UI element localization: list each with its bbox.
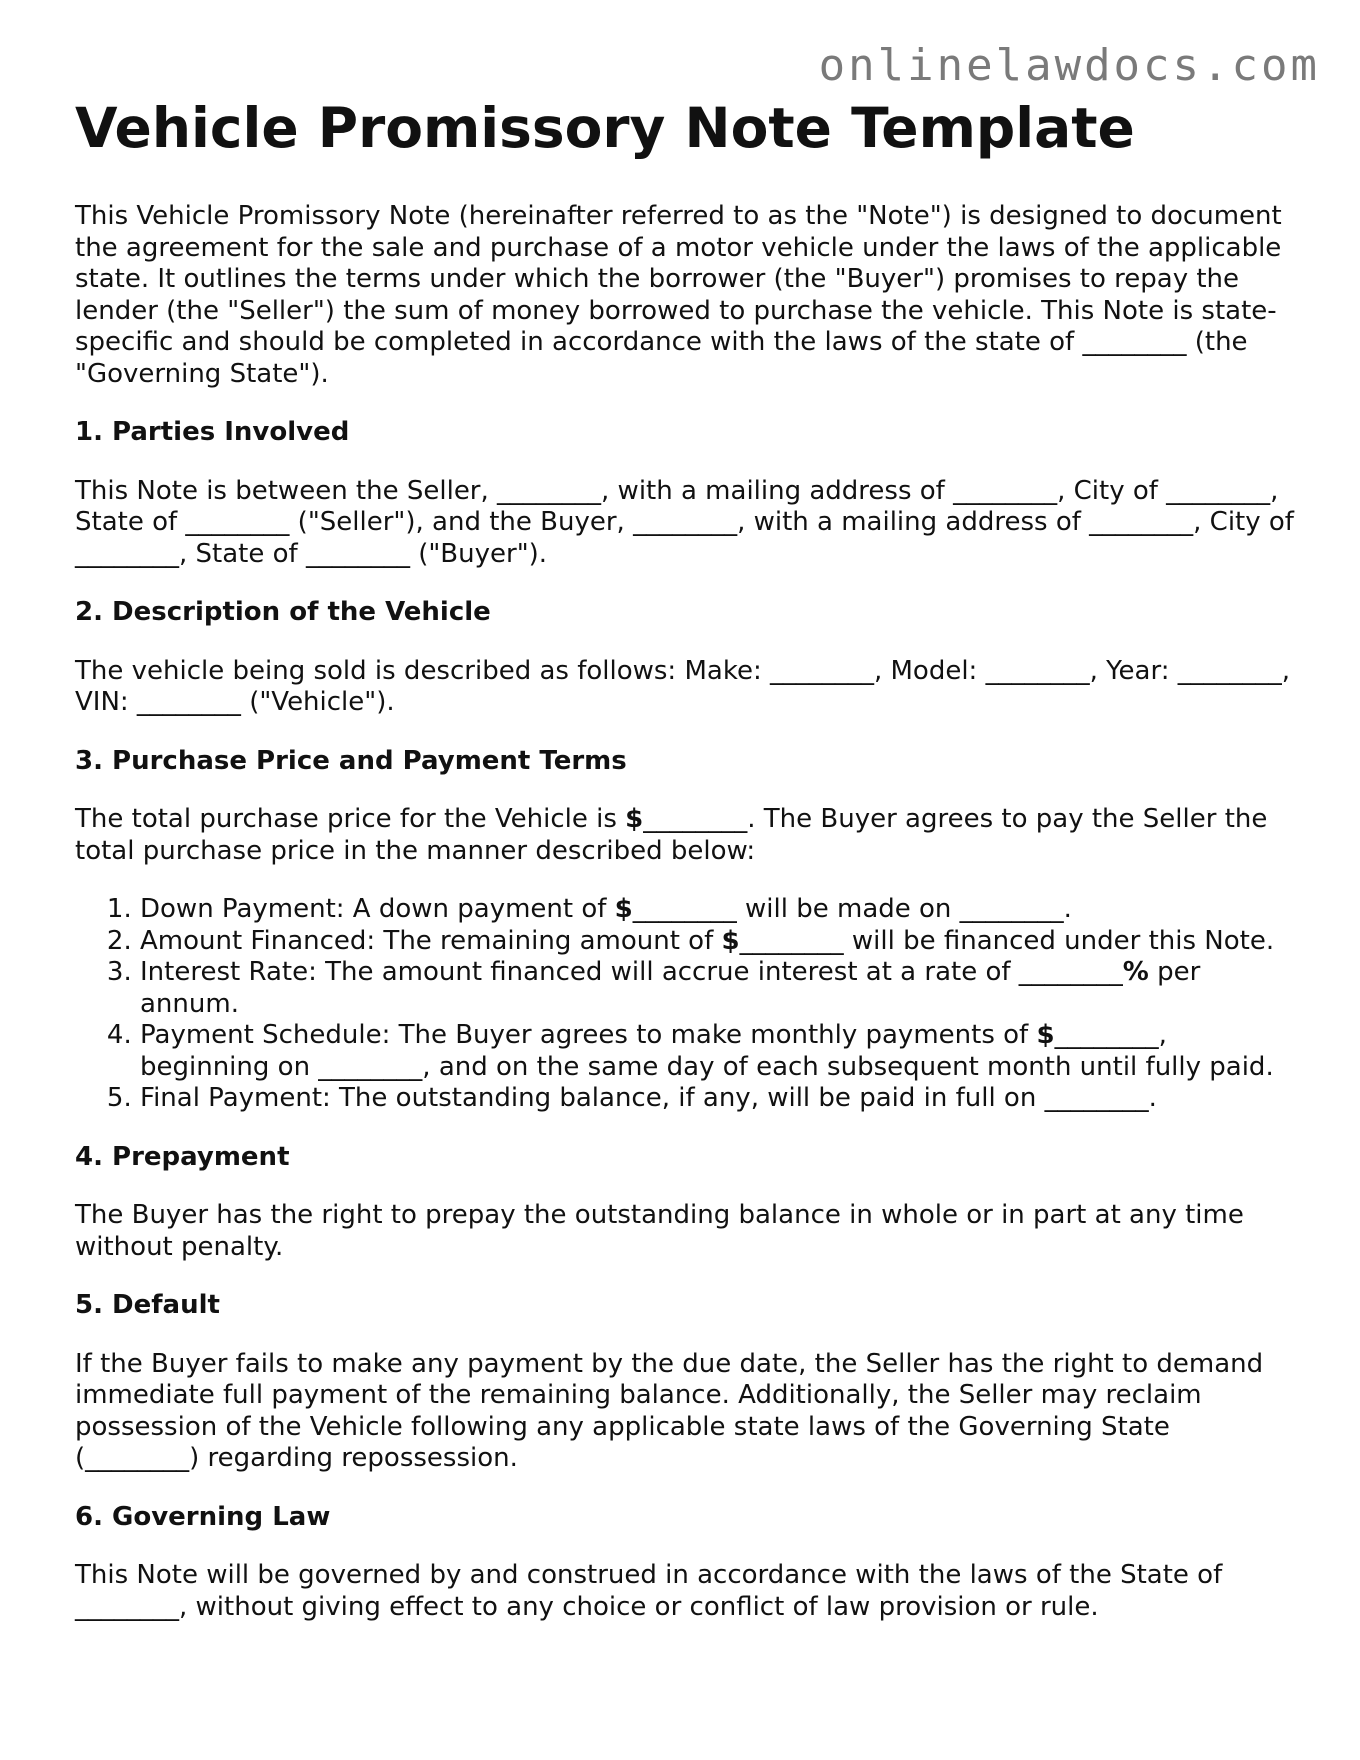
- section-body-default: If the Buyer fails to make any payment by the due date, the Seller has the right to demand immediate full payment of the remaining balance. Additionally, the Seller may reclaim possession of the Vehicle following any applicable state laws of the Governing State (________) regarding repossession.: [75, 1348, 1264, 1473]
- section-heading-vehicle-description: 2. Description of the Vehicle: [75, 597, 491, 627]
- list-item-amount-financed: [140, 926, 1295, 958]
- section-heading-default: 5. Default: [75, 1290, 220, 1320]
- section-heading-parties: 1. Parties Involved: [75, 417, 350, 447]
- list-item-final-payment: [140, 1083, 1295, 1115]
- text-run: Final Payment: The outstanding balance, if any, will be paid in full on ________.: [140, 1083, 1157, 1113]
- section-body-governing-law: This Note will be governed by and construed in accordance with the laws of the State of ________, without giving effect to any choice or conflict of law provision or rule.: [75, 1560, 1223, 1622]
- section-body-prepayment: The Buyer has the right to prepay the outstanding balance in whole or in part at any time without penalty.: [75, 1200, 1244, 1262]
- text-run: Amount Financed: The remaining amount of: [140, 925, 722, 956]
- text-run: Down Payment: A down payment of: [140, 894, 615, 924]
- list-item-interest-rate: [140, 957, 1295, 1020]
- currency-symbol: $: [1036, 1020, 1055, 1050]
- text-run: Payment Schedule: The Buyer agrees to make monthly payments of: [140, 1020, 1037, 1050]
- section-body-parties: This Note is between the Seller, ________, with a mailing address of ________, City of ________, State of ________ ("Seller"), and the Buyer, ________, with a mailing address of ________, City of ________, State of ________ ("Buyer").: [75, 475, 1294, 569]
- section-body-payment-terms: [75, 804, 1295, 867]
- text-run: ________ will be made on ________.: [632, 894, 1072, 924]
- text-run: per annum.: [140, 957, 1201, 1019]
- document-page: [75, 95, 1295, 1650]
- list-item-down-payment: [140, 894, 1295, 926]
- text-run: The total purchase price for the Vehicle is: [75, 804, 626, 834]
- section-body-vehicle-description: The vehicle being sold is described as follows: Make: ________, Model: ________, Year: ________, VIN: ________ ("Vehicle").: [75, 655, 1290, 717]
- text-run: Interest Rate: The amount financed will accrue interest at a rate of ________: [140, 957, 1123, 987]
- site-watermark: onlinelawdocs.com: [818, 40, 1320, 91]
- section-heading-payment-terms: 3. Purchase Price and Payment Terms: [75, 745, 627, 776]
- text-run: ________, beginning on ________, and on the same day of each subsequent month until fully paid.: [140, 1020, 1274, 1082]
- currency-symbol: $: [625, 804, 644, 834]
- text-run: ________ will be financed under this Note.: [739, 925, 1275, 956]
- payment-terms-list: [75, 894, 1295, 1115]
- currency-symbol: $: [614, 894, 633, 924]
- intro-paragraph: This Vehicle Promissory Note (hereinafter referred to as the "Note") is designed to document the agreement for the sale and purchase of a motor vehicle under the laws of the applicable state. It outlines the terms under which the borrower (the "Buyer") promises to repay the lender (the "Seller") the sum of money borrowed to purchase the vehicle. This Note is state-specific and should be completed in accordance with the laws of the state of ________ (the "Governing State").: [75, 201, 1282, 389]
- document-title: Vehicle Promissory Note Template: [75, 96, 1135, 160]
- text-run: ________. The Buyer agrees to pay the Seller the total purchase price in the manner described below:: [75, 804, 1268, 866]
- section-heading-governing-law: 6. Governing Law: [75, 1501, 331, 1532]
- section-heading-prepayment: 4. Prepayment: [75, 1141, 290, 1172]
- percent-symbol: %: [1122, 957, 1149, 987]
- list-item-payment-schedule: [140, 1020, 1295, 1083]
- currency-symbol: $: [721, 925, 740, 956]
